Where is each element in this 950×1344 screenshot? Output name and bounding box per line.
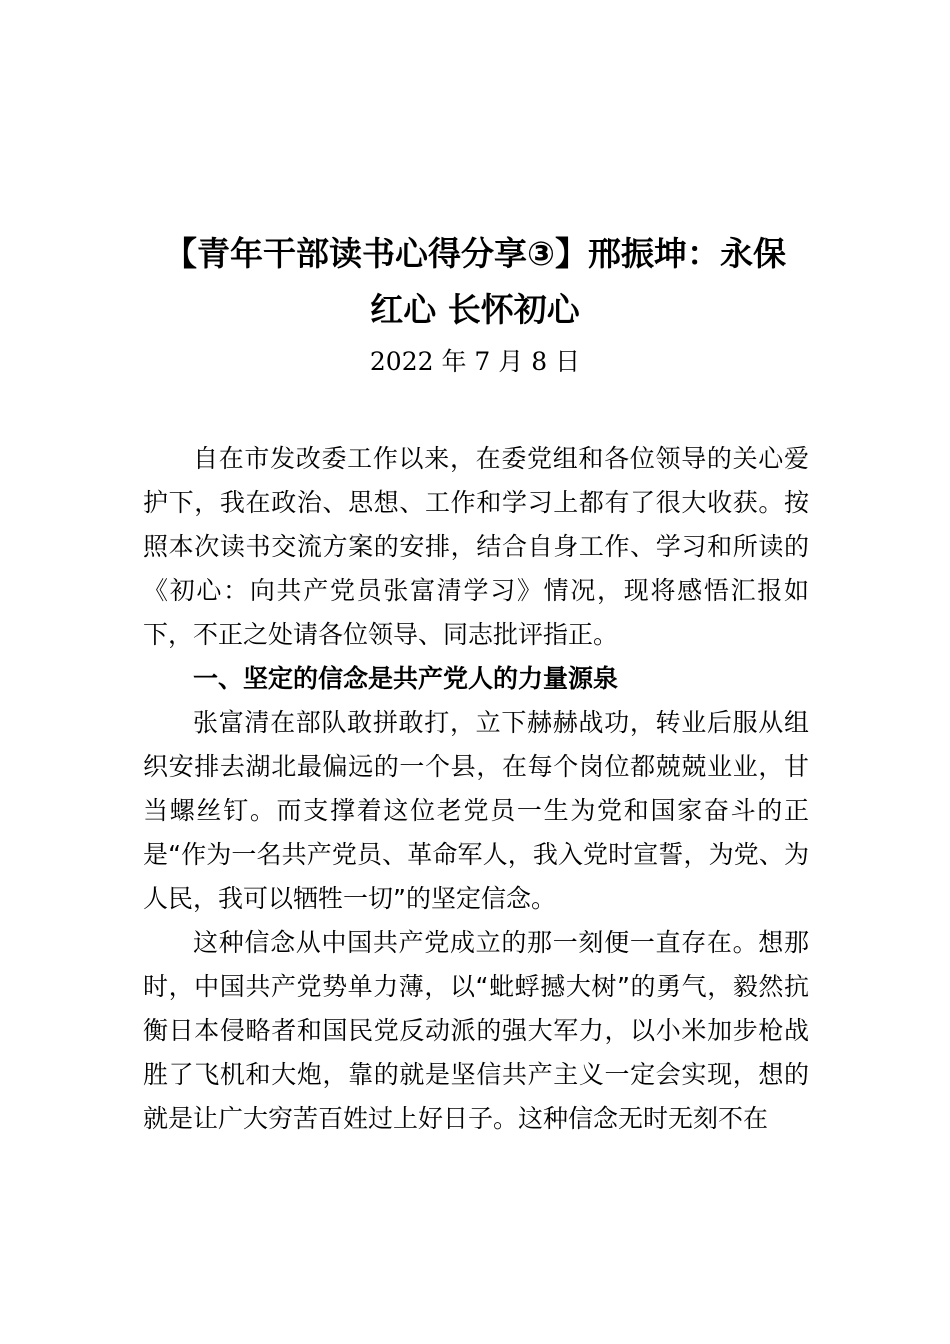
paragraph-intro: 自在市发改委工作以来，在委党组和各位领导的关心爱护下，我在政治、思想、工作和学习上都有了很大收获。按照本次读书交流方案的安排，结合自身工作、学习和所读的《初心：向共产党员张富清学习》情况，现将感悟汇报如下，不正之处请各位领导、同志批评指正。 bbox=[143, 444, 809, 649]
document-date: 2022 年 7 月 8 日 bbox=[369, 347, 581, 376]
paragraph-belief-history: 这种信念从中国共产党成立的那一刻便一直存在。想那时，中国共产党势单力薄，以“蚍蜉撼大树”的勇气，毅然抗衡日本侵略者和国民党反动派的强大军力，以小米加步枪战胜了飞机和大炮，靠的就是坚信共产主义一定会实现，想的就是让广大穷苦百姓过上好日子。这种信念无时无刻不在 bbox=[143, 928, 809, 1133]
document-body bbox=[143, 437, 809, 1141]
title-line-1: 【青年干部读书心得分享③】邢振坤：永保 bbox=[164, 234, 786, 273]
title-line-2: 红心 长怀初心 bbox=[370, 290, 580, 329]
section-heading-1: 一、坚定的信念是共产党人的力量源泉 bbox=[193, 664, 619, 693]
document-title bbox=[120, 226, 830, 338]
paragraph-zhang-fuqing: 张富清在部队敢拼敢打，立下赫赫战功，转业后服从组织安排去湖北最偏远的一个县，在每个岗位都兢兢业业，甘当螺丝钉。而支撑着这位老党员一生为党和国家奋斗的正是“作为一名共产党员、革命军人，我入党时宣誓，为党、为人民，我可以牺牲一切”的坚定信念。 bbox=[143, 708, 809, 913]
